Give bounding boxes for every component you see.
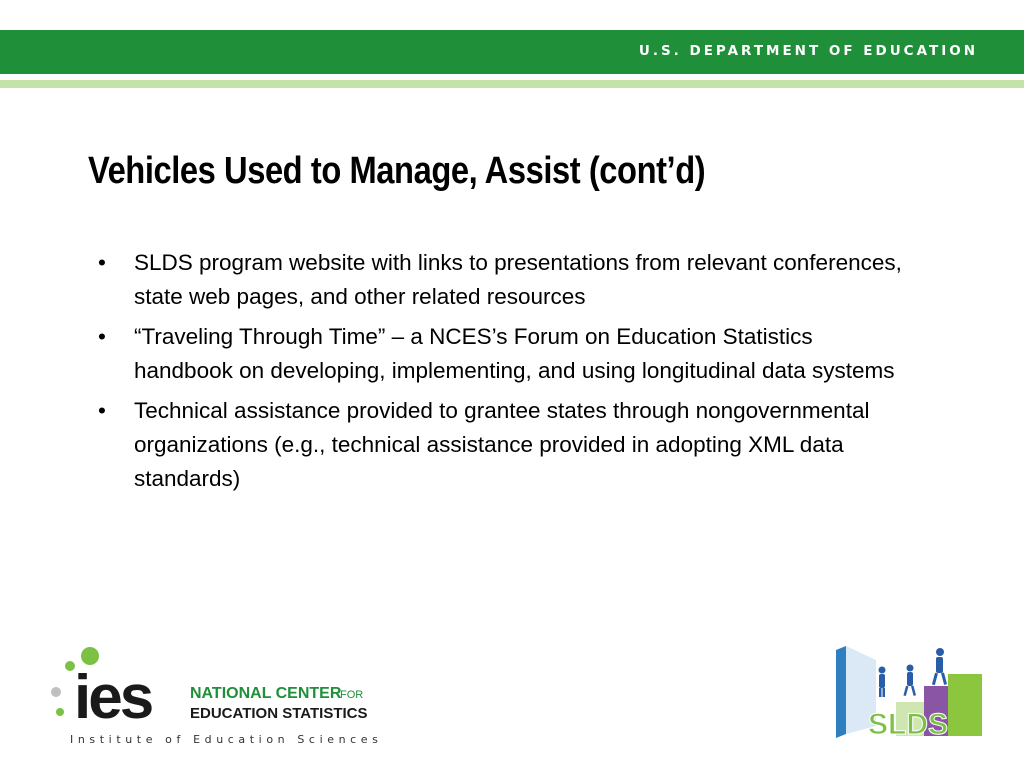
bullet-dot: •	[98, 398, 106, 423]
ies-wordmark: ies	[74, 663, 152, 732]
slds-green-step	[948, 674, 982, 736]
department-label: U.S. DEPARTMENT OF EDUCATION	[638, 43, 978, 59]
bullet-text: SLDS program website with links to presentations from relevant conferences, state web pages, and other related resources	[134, 250, 902, 309]
ies-dot-gray	[51, 687, 61, 697]
slds-logo	[836, 646, 984, 738]
nces-for: FOR	[340, 689, 364, 701]
ies-nces-logo	[48, 646, 393, 750]
nces-line2: EDUCATION STATISTICS	[190, 705, 368, 722]
bullet-text: “Traveling Through Time” – a NCES’s Forum on Education Statistics handbook on developing, implementing, and using longitudinal data systems	[134, 324, 895, 383]
bullet-text: Technical assistance provided to grantee states through nongovernmental organizations (e.g., technical assistance provided in adopting XML data standards)	[134, 398, 870, 491]
bullet-item	[96, 394, 916, 496]
slide-title: Vehicles Used to Manage, Assist (cont’d)	[88, 150, 706, 192]
nces-line1: NATIONAL CENTER	[190, 685, 342, 702]
bullet-item	[96, 320, 916, 388]
ies-dot-small	[56, 708, 64, 716]
header-accent-strip	[0, 80, 1024, 88]
slds-wordmark: SLDS	[868, 708, 949, 738]
bullet-item	[96, 246, 916, 314]
bullet-dot: •	[98, 250, 106, 275]
slds-blue-panel	[836, 646, 846, 738]
ies-tagline: Institute of Education Sciences	[70, 733, 383, 746]
header-band	[0, 30, 1024, 74]
bullet-dot: •	[98, 324, 106, 349]
bullet-list	[96, 246, 916, 502]
